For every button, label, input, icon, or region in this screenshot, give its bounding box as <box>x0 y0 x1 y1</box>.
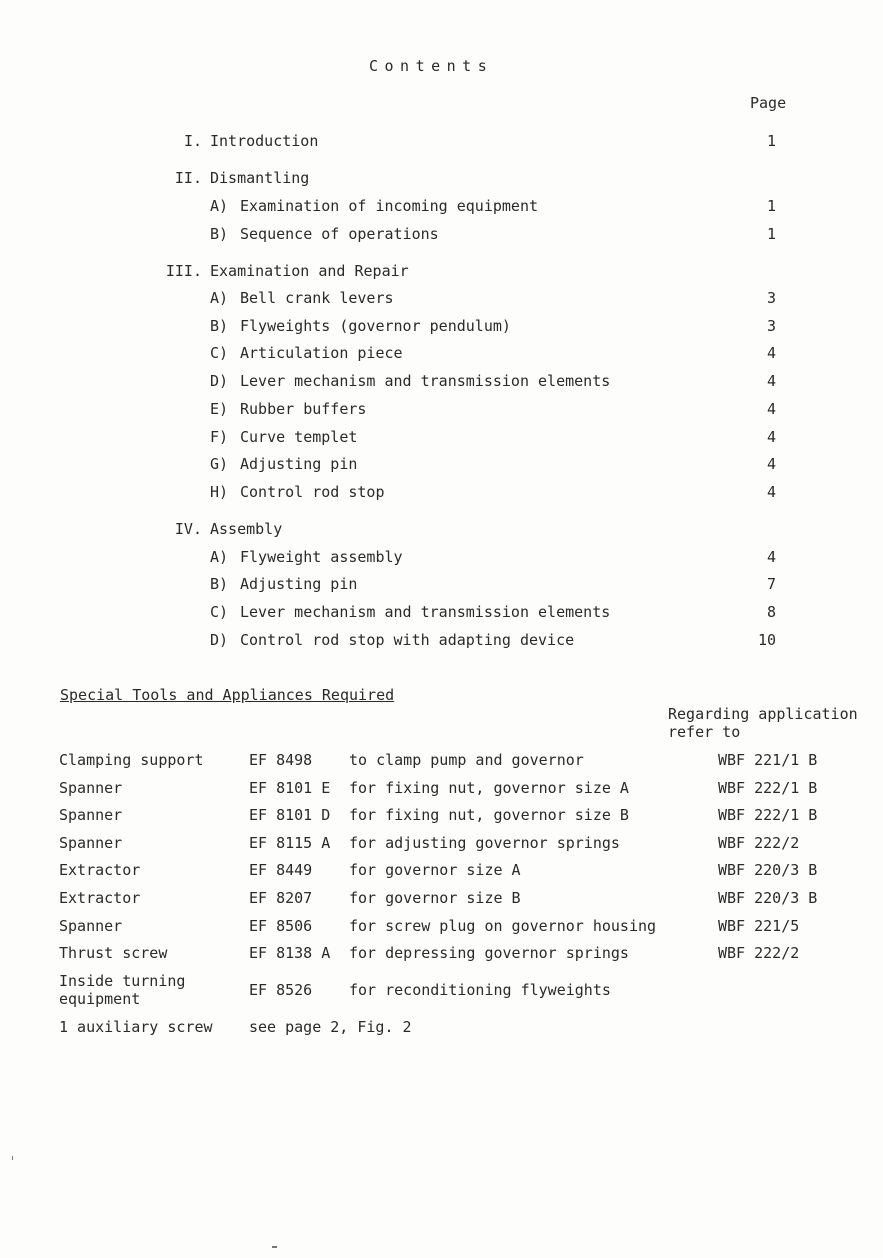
item-letter: B) <box>210 317 229 335</box>
item-letter: B) <box>210 575 229 593</box>
tool-purpose: for governor size A <box>349 861 521 879</box>
tool-reference: WBF 220/3 B <box>718 889 818 907</box>
contents-title: Contents <box>369 57 494 75</box>
tool-reference: WBF 222/2 <box>718 944 800 962</box>
page-number: 1 <box>766 225 776 243</box>
item-letter: H) <box>210 483 229 501</box>
tool-name: Extractor <box>59 889 141 907</box>
tool-name: Inside turning <box>59 972 186 990</box>
section-number: I. <box>183 132 202 150</box>
item-text: Flyweight assembly <box>240 548 403 566</box>
item-text: Rubber buffers <box>240 400 367 418</box>
item-text: Examination of incoming equipment <box>240 197 539 215</box>
page-number: 8 <box>766 603 776 621</box>
tool-reference: WBF 222/1 B <box>718 806 818 824</box>
item-text: Adjusting pin <box>240 455 358 473</box>
tool-name-continuation: equipment <box>59 990 141 1008</box>
page-number: 7 <box>766 575 776 593</box>
item-letter: D) <box>210 631 229 649</box>
item-text: Articulation piece <box>240 344 403 362</box>
item-text: Bell crank levers <box>240 289 394 307</box>
refer-to-label: refer to <box>668 723 741 741</box>
page-number: 4 <box>766 428 776 446</box>
tool-name: Thrust screw <box>59 944 168 962</box>
tool-name: Spanner <box>59 779 123 797</box>
item-text: Adjusting pin <box>240 575 358 593</box>
page-number: 4 <box>766 483 776 501</box>
page-number: 1 <box>766 132 776 150</box>
item-letter: F) <box>210 428 229 446</box>
item-letter: E) <box>210 400 229 418</box>
page-number: 4 <box>766 455 776 473</box>
tool-name: Spanner <box>59 806 123 824</box>
tool-purpose: to clamp pump and governor <box>349 751 584 769</box>
tool-name: Extractor <box>59 861 141 879</box>
item-letter: C) <box>210 344 229 362</box>
tool-reference: WBF 221/1 B <box>718 751 818 769</box>
page-number: 4 <box>766 372 776 390</box>
tool-code: EF 8101 E <box>249 779 331 797</box>
tool-name: Spanner <box>59 917 123 935</box>
tool-code: EF 8449 <box>249 861 313 879</box>
item-text: Flyweights (governor pendulum) <box>240 317 511 335</box>
page-number: 4 <box>766 548 776 566</box>
item-letter: C) <box>210 603 229 621</box>
page-number: 10 <box>757 631 776 649</box>
tool-reference: WBF 222/1 B <box>718 779 818 797</box>
tool-name: Clamping support <box>59 751 204 769</box>
section-number: II. <box>174 169 202 187</box>
tool-note: see page 2, Fig. 2 <box>249 1018 412 1036</box>
item-letter: B) <box>210 225 229 243</box>
tool-purpose: for governor size B <box>349 889 521 907</box>
section-title: Introduction <box>210 132 319 150</box>
item-letter: A) <box>210 197 229 215</box>
tool-purpose: for adjusting governor springs <box>349 834 620 852</box>
tool-purpose: for fixing nut, governor size B <box>349 806 629 824</box>
section-title: Assembly <box>210 520 283 538</box>
page-number: 3 <box>766 317 776 335</box>
item-text: Control rod stop <box>240 483 385 501</box>
tools-heading: Special Tools and Appliances Required <box>60 686 395 704</box>
section-number: III. <box>165 262 202 280</box>
tool-reference: WBF 221/5 <box>718 917 800 935</box>
section-number: IV. <box>174 520 202 538</box>
tool-code: EF 8498 <box>249 751 313 769</box>
item-letter: D) <box>210 372 229 390</box>
tool-reference: WBF 220/3 B <box>718 861 818 879</box>
tool-code: EF 8115 A <box>249 834 331 852</box>
item-letter: G) <box>210 455 229 473</box>
scan-speck <box>12 1156 13 1160</box>
page-column-header: Page <box>750 94 787 112</box>
tool-code: EF 8526 <box>249 981 313 999</box>
page-number: 4 <box>766 400 776 418</box>
regarding-application-label: Regarding application <box>668 705 858 723</box>
tool-code: EF 8101 D <box>249 806 331 824</box>
item-letter: A) <box>210 289 229 307</box>
tool-purpose: for screw plug on governor housing <box>349 917 657 935</box>
tool-name: Spanner <box>59 834 123 852</box>
tool-reference: WBF 222/2 <box>718 834 800 852</box>
tool-purpose: for depressing governor springs <box>349 944 629 962</box>
page-number: 3 <box>766 289 776 307</box>
scan-speck <box>272 1246 277 1248</box>
section-title: Examination and Repair <box>210 262 409 280</box>
tool-name: 1 auxiliary screw <box>59 1018 213 1036</box>
tool-code: EF 8506 <box>249 917 313 935</box>
item-text: Lever mechanism and transmission elements <box>240 603 611 621</box>
item-letter: A) <box>210 548 229 566</box>
item-text: Sequence of operations <box>240 225 439 243</box>
page-number: 1 <box>766 197 776 215</box>
item-text: Control rod stop with adapting device <box>240 631 575 649</box>
item-text: Curve templet <box>240 428 358 446</box>
tool-purpose: for fixing nut, governor size A <box>349 779 629 797</box>
tool-code: EF 8207 <box>249 889 313 907</box>
page-number: 4 <box>766 344 776 362</box>
tool-purpose: for reconditioning flyweights <box>349 981 611 999</box>
tool-code: EF 8138 A <box>249 944 331 962</box>
section-title: Dismantling <box>210 169 310 187</box>
item-text: Lever mechanism and transmission elements <box>240 372 611 390</box>
